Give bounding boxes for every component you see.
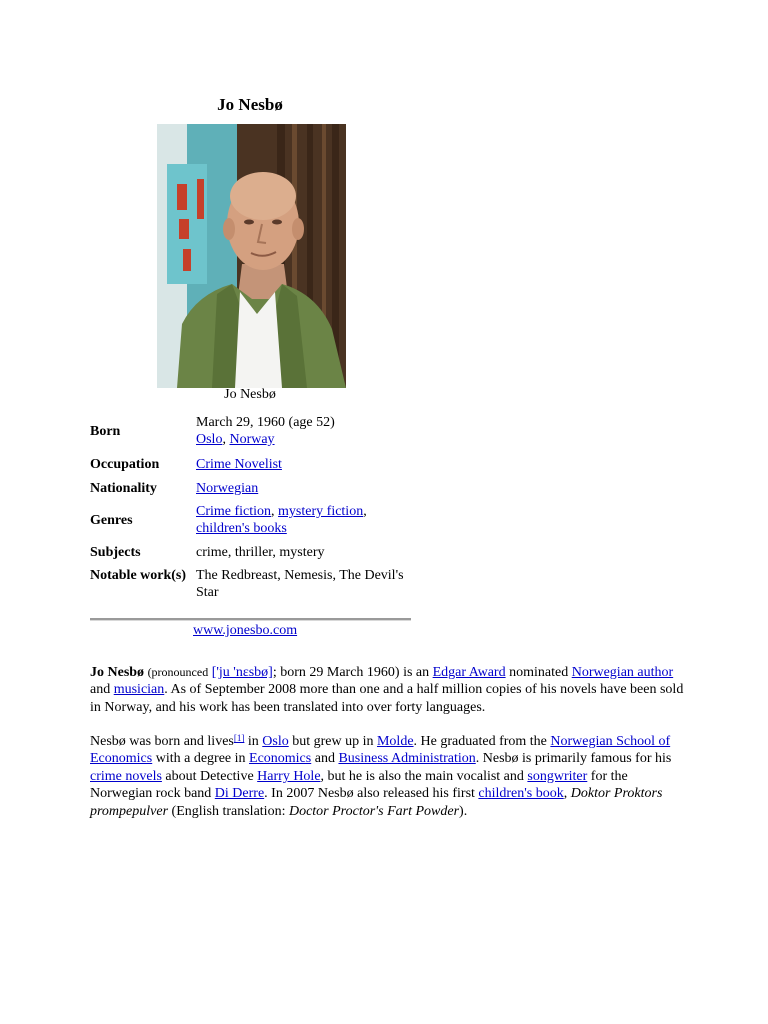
text: . He graduated from the <box>413 734 551 749</box>
row-nationality <box>90 476 410 500</box>
oslo-link[interactable]: Oslo <box>262 734 289 749</box>
musician-link[interactable]: musician <box>113 682 165 698</box>
harry-hole-link[interactable]: Harry Hole <box>257 768 321 784</box>
genre-crime-fiction-link[interactable]: Crime fiction <box>196 504 272 519</box>
text: . In 2007 Nesbø also released his first <box>264 786 479 802</box>
photo-caption: Jo Nesbø <box>224 387 276 402</box>
songwriter-link[interactable]: songwriter <box>527 768 588 784</box>
text: ). <box>459 803 468 819</box>
business-administration-link[interactable]: Business Administration <box>338 751 476 767</box>
intro-paragraph <box>90 664 685 716</box>
genres-value <box>196 503 410 537</box>
portrait-photo <box>157 124 346 388</box>
norwegian-school-of-economics-link[interactable]: Norwegian School of Economics <box>90 734 671 767</box>
born-sep: , <box>222 432 230 447</box>
edgar-award-link[interactable]: Edgar Award <box>432 665 506 680</box>
nationality-label: Nationality <box>90 480 157 496</box>
text: and <box>311 751 339 767</box>
subjects-label: Subjects <box>90 544 141 560</box>
text: and <box>90 682 114 698</box>
reference-link[interactable]: [1] <box>233 733 245 743</box>
book-translation: Doctor Proctor's Fart Powder <box>288 803 460 819</box>
text: , but he is also the main vocalist and <box>320 768 528 784</box>
text: . As of September 2008 more than one and a half million copies of his novels have been sold in Norway, and his work has been translated into over forty languages. <box>90 682 684 715</box>
pronounced-label: (pronounced <box>147 665 209 679</box>
text: nominated <box>505 665 572 680</box>
row-occupation <box>90 452 410 476</box>
occupation-link[interactable]: Crime Novelist <box>196 456 282 472</box>
economics-link[interactable]: Economics <box>249 751 312 767</box>
nationality-link[interactable]: Norwegian <box>196 480 259 496</box>
crime-novels-link[interactable]: crime novels <box>90 768 162 784</box>
born-country-link[interactable]: Norway <box>229 432 275 447</box>
book-title: Doktor Proktors prompepulver <box>90 786 663 819</box>
text: Nesbø was born and lives <box>90 734 234 749</box>
born-date: March 29, 1960 (age 52) <box>196 415 335 430</box>
genres-label: Genres <box>90 512 133 528</box>
row-notable-works <box>90 564 410 600</box>
row-born <box>90 410 410 452</box>
text: ; born 29 March 1960) is an <box>272 665 433 680</box>
website-link[interactable]: www.jonesbo.com <box>193 623 298 638</box>
text: . Nesbø is primarily famous for his <box>475 751 672 767</box>
text: in <box>244 734 263 749</box>
childrens-book-link[interactable]: children's book <box>478 786 564 802</box>
text: with a degree in <box>152 751 250 767</box>
text: (English translation: <box>168 803 289 819</box>
text: for the Norwegian rock band <box>90 768 628 802</box>
genre-childrens-books-link[interactable]: children's books <box>196 521 287 536</box>
genre-sep: , <box>271 504 279 519</box>
di-derre-link[interactable]: Di Derre <box>214 786 265 802</box>
row-subjects <box>90 540 410 564</box>
born-value <box>196 414 410 448</box>
nationality-value <box>196 480 410 497</box>
text: about Detective <box>161 768 258 784</box>
genre-mystery-fiction-link[interactable]: mystery fiction <box>278 504 364 519</box>
born-label: Born <box>90 423 121 439</box>
row-genres <box>90 500 410 540</box>
text: , <box>563 786 571 802</box>
subject-name: Jo Nesbø <box>90 665 145 680</box>
subjects-value: crime, thriller, mystery <box>196 544 325 560</box>
molde-link[interactable]: Molde <box>376 734 414 749</box>
notable-works-value: The Redbreast, Nemesis, The Devil's Star <box>196 568 404 600</box>
notable-works-label: Notable work(s) <box>90 568 187 583</box>
biography-paragraph <box>90 733 685 820</box>
genre-sep: , <box>363 504 367 519</box>
occupation-label: Occupation <box>90 456 160 472</box>
norwegian-author-link[interactable]: Norwegian author <box>571 665 674 680</box>
infobox-divider <box>90 618 411 621</box>
occupation-value <box>196 456 410 473</box>
infobox-table <box>90 410 410 600</box>
ipa-link[interactable]: ['ju 'nɛsbø] <box>211 665 273 680</box>
infobox-title: Jo Nesbø <box>217 95 283 114</box>
born-city-link[interactable]: Oslo <box>196 432 223 447</box>
text: but grew up in <box>288 734 377 749</box>
born-place <box>196 431 410 448</box>
